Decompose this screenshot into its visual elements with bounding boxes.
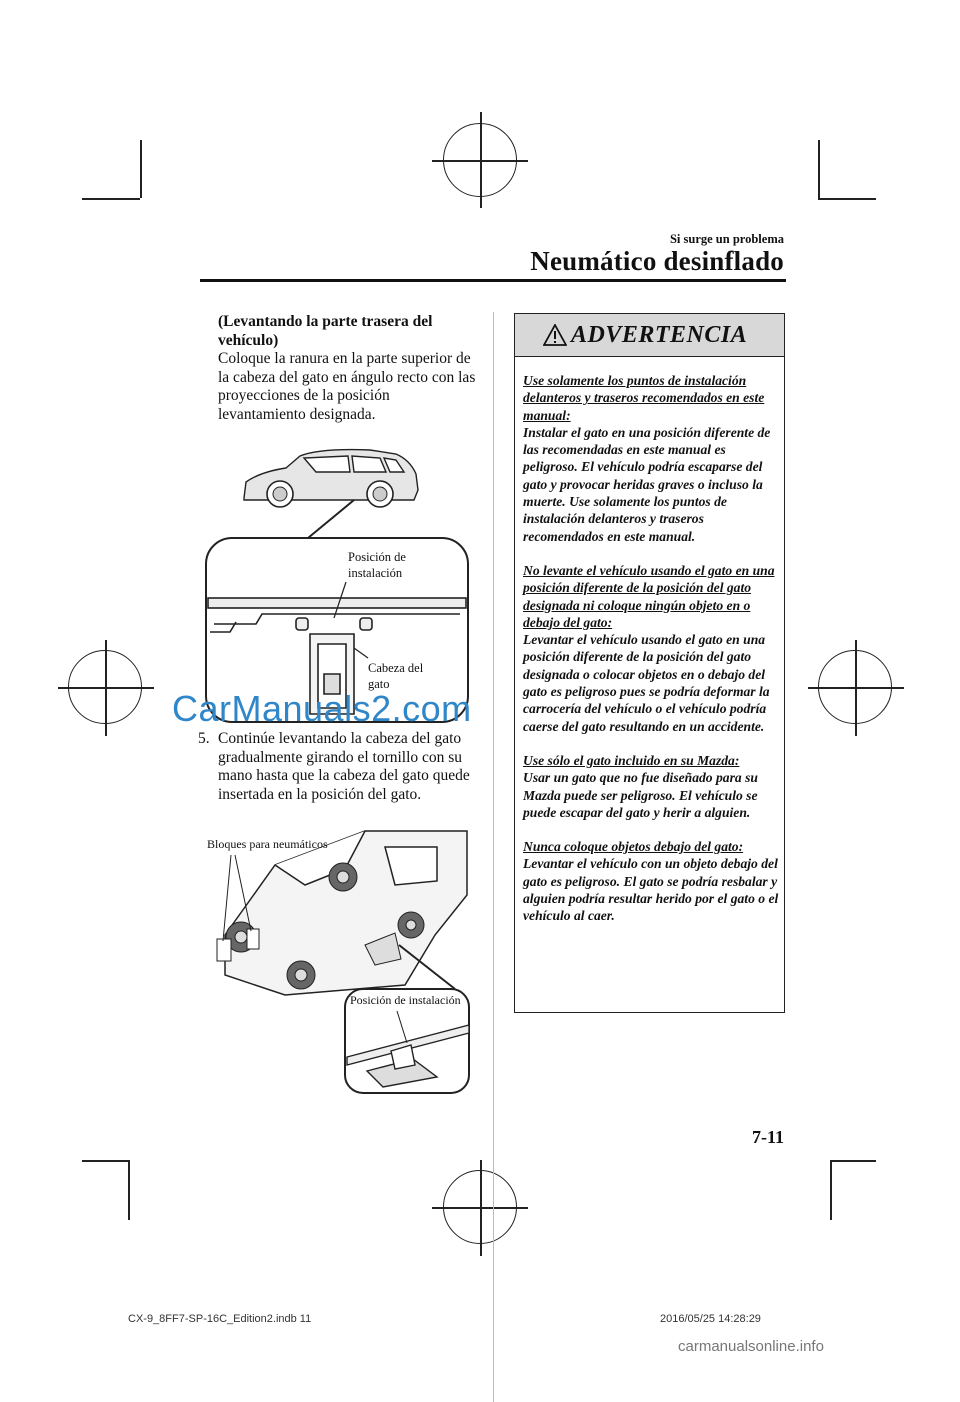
title-rule — [200, 279, 786, 282]
warning-item-text: Levantar el vehículo con un objeto debajo del gato es peligroso. El gato se podría resbalar y alguien podría resultar herido por el gato o el vehículo al caer. — [523, 856, 779, 924]
warning-item-heading: Use sólo el gato incluido en su Mazda: — [523, 752, 740, 768]
figure-jack-position — [200, 438, 480, 726]
warning-title: ADVERTENCIA — [571, 322, 748, 348]
instruction-heading: (Levantando la parte trasera del vehículo) — [218, 313, 433, 349]
figure2-label-blocks: Bloques para neumáticos — [207, 837, 328, 851]
warning-item-heading: Nunca coloque objetos debajo del gato: — [523, 839, 744, 855]
figure-vehicle-lifted — [205, 825, 480, 1100]
warning-item-text: Usar un gato que no fue diseñado para su Mazda puede ser peligroso. El vehículo se puede escapar del gato y herir a alguien. — [523, 770, 758, 820]
site-watermark: carmanualsonline.info — [678, 1338, 824, 1355]
warning-header — [515, 314, 784, 357]
footer-file: CX-9_8FF7-SP-16C_Edition2.indb 11 — [128, 1313, 312, 1325]
warning-item-text: Levantar el vehículo usando el gato en una posición diferente de la posición del gato designada o colocar objetos en o debajo del gato es peligroso pues se podría deformar la carrocería del vehículo o el vehículo podría caerse del gato resultando en un accidente. — [523, 632, 770, 734]
column-divider — [493, 312, 494, 1402]
step-text: Continúe levantando la cabeza del gato gradualmente girando el tornillo con su mano hasta que la cabeza del gato quede insertada en la posición del gato. — [218, 730, 470, 803]
warning-box — [514, 313, 785, 1013]
warning-triangle-icon — [543, 324, 567, 346]
footer-timestamp: 2016/05/25 14:28:29 — [660, 1313, 761, 1325]
page-title: Neumático desinflado — [530, 246, 784, 276]
step-number: 5. — [198, 730, 210, 747]
figure2-label-position: Posición de instalación — [350, 993, 461, 1007]
figure1-label-position: Posición de instalación — [348, 550, 406, 580]
warning-item-text: Instalar el gato en una posición diferente de las recomendadas en este manual es peligroso. El vehículo podría escaparse del gato y provocar heridas graves o incluso la muerte. Use solamente los puntos de instalación delanteros y traseros recomendados en este manual. — [523, 424, 771, 544]
instruction-block — [218, 313, 478, 424]
warning-body — [523, 372, 780, 942]
watermark-logo: CarManuals2.com — [172, 688, 472, 729]
page-number: 7-11 — [751, 1127, 784, 1147]
warning-item-heading: Use solamente los puntos de instalación delanteros y traseros recomendados en este manual: — [523, 373, 765, 423]
step-5 — [198, 730, 488, 804]
section-label: Si surge un problema — [669, 232, 784, 246]
warning-item-heading: No levante el vehículo usando el gato en una posición diferente de la posición del gato designada ni coloque ningún objeto en o debajo del gato: — [523, 562, 775, 630]
figure1-label-jack: Cabeza del gato — [368, 661, 424, 691]
instruction-body: Coloque la ranura en la parte superior de la cabeza del gato en ángulo recto con las proyecciones de la posición levantamiento designada. — [218, 350, 476, 423]
